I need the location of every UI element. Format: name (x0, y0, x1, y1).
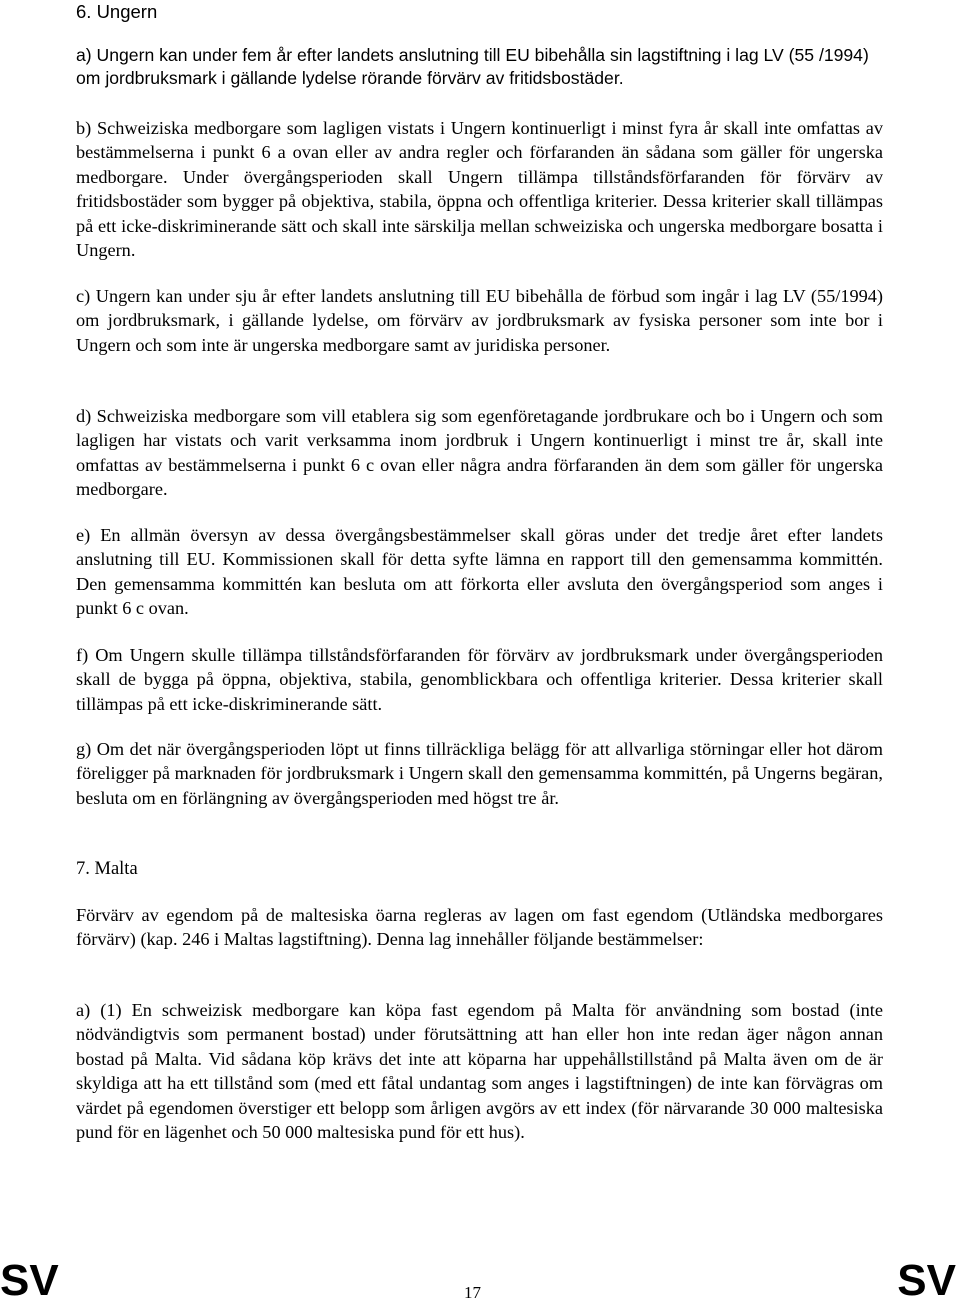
paragraph-6d: d) Schweiziska medborgare som vill etablera sig som egenföretagande jordbrukare och bo i Ungern och som lagligen har vistats och varit verksamma inom jordbruk i Ungern kontinuerligt i minst tre år, skall inte omfattas av bestämmelserna i punkt 6 c ovan eller några andra förfaranden än dem som gäller för ungerska medborgare. (76, 406, 883, 500)
paragraph-6f: f) Om Ungern skulle tillämpa tillståndsförfaranden för förvärv av jordbruksmark under övergångsperioden skall de bygga på öppna, objektiva, stabila, genomblickbara och offentliga kriterier. Dessa kriterier skall tillämpas på ett icke-diskriminerande sätt. (76, 645, 883, 714)
paragraph-6c: c) Ungern kan under sju år efter landets anslutning till EU bibehålla de förbud som ingår i lag LV (55/1994) om jordbruksmark, i gällande lydelse, om förvärv av jordbruksmark av fysiska personer som inte bor i Ungern och som inte är ungerska medborgare samt av juridiska personer. (76, 286, 883, 355)
page-number: 17 (464, 1283, 481, 1302)
paragraph-7-intro: Förvärv av egendom på de maltesiska öarna regleras av lagen om fast egendom (Utländska medborgares förvärv) (kap. 246 i Maltas lagstiftning). Denna lag innehåller följande bestämmelser: (76, 905, 883, 950)
section-6-heading: 6. Ungern (76, 1, 158, 22)
paragraph-6b: b) Schweiziska medborgare som lagligen vistats i Ungern kontinuerligt i minst fyra år skall inte omfattas av bestämmelserna i punkt 6 a ovan eller av andra regler och förfaranden än sådana som gäller för ungerska medborgare. Under övergångsperioden skall Ungern tillämpa tillståndsförfaranden för förvärv av fritidsbostäder som bygger på objektiva, stabila, öppna och offentliga kriterier. Dessa kriterier skall tillämpas på ett icke-diskriminerande sätt och skall inte särskilja mellan schweiziska och ungerska medborgare bosatta i Ungern. (76, 118, 883, 261)
footer-language-code-left: SV (0, 1256, 59, 1305)
paragraph-7a1: a) (1) En schweizisk medborgare kan köpa fast egendom på Malta för användning som bostad (inte nödvändigtvis som permanent bostad) under förutsättning att han eller hon inte redan äger någon annan bostad på Malta. Vid sådana köp krävs det inte att köparna har uppehållstillstånd på Malta även om de är skyldiga att ha ett tillstånd som (med ett fåtal undantag som anges i lagstiftningen) de inte kan förvägras om värdet på egendomen överstiger ett belopp som årligen avgörs av ett index (för närvarande 30 000 maltesiska pund för en lägenhet och 50 000 maltesiska pund för ett hus). (76, 1000, 883, 1143)
section-7-heading: 7. Malta (76, 859, 138, 879)
paragraph-6e: e) En allmän översyn av dessa övergångsbestämmelser skall göras under det tredje året efter landets anslutning till EU. Kommissionen skall för detta syfte lämna en rapport till den gemensamma kommittén. Den gemensamma kommittén kan besluta om att förkorta eller avsluta den övergångsperiod som anges i punkt 6 c ovan. (76, 525, 883, 619)
footer-language-code-right: SV (897, 1256, 956, 1305)
paragraph-6g: g) Om det när övergångsperioden löpt ut finns tillräckliga belägg för att allvarliga störningar eller hot därom föreligger på marknaden för jordbruksmark i Ungern skall den gemensamma kommittén, på Ungerns begäran, besluta om en förlängning av övergångsperioden med högst tre år. (76, 739, 883, 808)
paragraph-6a: a) Ungern kan under fem år efter landets anslutning till EU bibehålla sin lagstiftning i lag LV (55 /1994) om jordbruksmark i gällande lydelse rörande förvärv av fritidsbostäder. (76, 45, 869, 88)
